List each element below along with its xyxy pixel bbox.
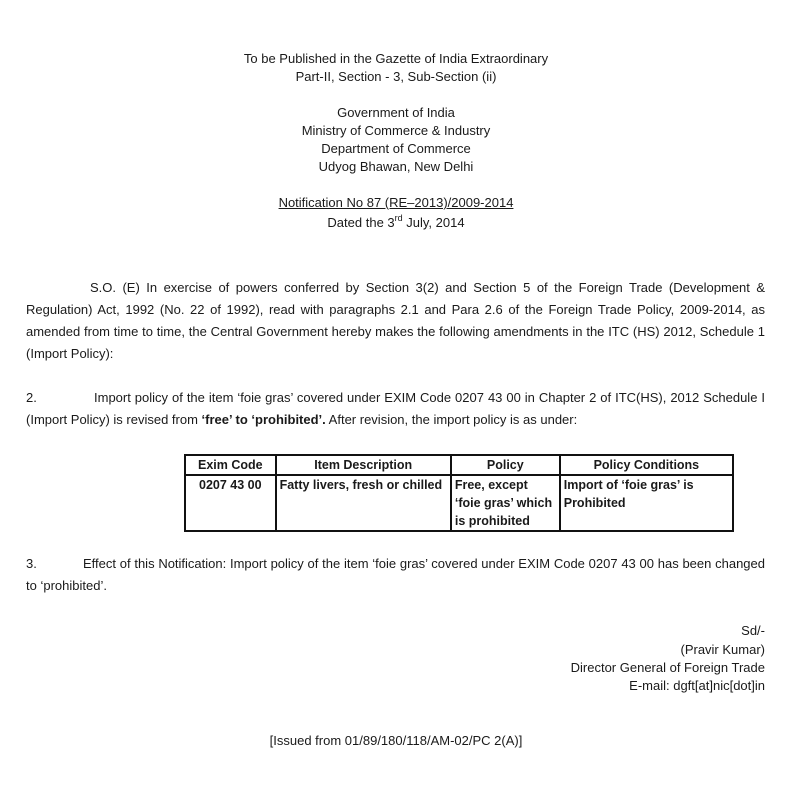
signatory-name: (Pravir Kumar)	[680, 642, 765, 657]
publication-line-2: Part-II, Section - 3, Sub-Section (ii)	[295, 69, 497, 84]
paragraph-2-number: 2.	[26, 390, 37, 405]
header-item-description: Item Description	[276, 455, 451, 475]
header-exim-code: Exim Code	[185, 455, 276, 475]
notification-date	[0, 214, 792, 232]
org-address: Udyog Bhawan, New Delhi	[318, 159, 474, 174]
paragraph-2	[26, 387, 765, 431]
paragraph-1-text: S.O. (E) In exercise of powers conferred by Section 3(2) and Section 5 of the Foreign Trade (Development & Regulation) Act, 1992 (No. 22 of 1992), read with paragraphs 2.1 and Para 2.6 of the Foreign Trade Policy, 2009-2014, as amended from time to time, the Central Government hereby makes the following amendments in the ITC (HS) 2012, Schedule 1 (Import Policy):	[26, 280, 765, 361]
paragraph-3-number: 3.	[26, 556, 37, 571]
signatory-designation: Director General of Foreign Trade	[570, 660, 765, 675]
paragraph-2-bold: ‘free’ to ‘prohibited’.	[201, 412, 326, 427]
cell-policy: Free, except ‘foie gras’ which is prohibited	[451, 475, 560, 531]
import-policy-table	[184, 454, 734, 532]
publication-line-1: To be Published in the Gazette of India Extraordinary	[243, 51, 549, 66]
header-policy: Policy	[451, 455, 560, 475]
date-ordinal: rd	[394, 212, 403, 223]
header-policy-conditions: Policy Conditions	[560, 455, 733, 475]
paragraph-3-text: Effect of this Notification: Import policy of the item ‘foie gras’ covered under EXIM Code 0207 43 00 has been changed to ‘prohibited’.	[26, 556, 765, 593]
paragraph-1	[26, 277, 765, 365]
notification-number-text: Notification No 87 (RE–2013)/2009-2014	[278, 195, 514, 210]
date-suffix: July, 2014	[402, 215, 465, 230]
signatory-email: E-mail: dgft[at]nic[dot]in	[629, 678, 765, 693]
table-header-row	[185, 455, 733, 475]
paragraph-3	[26, 553, 765, 597]
cell-policy-conditions: Import of ‘foie gras’ is Prohibited	[560, 475, 733, 531]
org-ministry: Ministry of Commerce & Industry	[301, 123, 491, 138]
notification-number	[0, 194, 792, 212]
org-department: Department of Commerce	[321, 141, 471, 156]
paragraph-2-text-a: Import policy of the item ‘foie gras’ covered under EXIM Code 0207 43 00 in Chapter 2 of ITC(HS), 2012 Schedule I (Import Policy) is revised from	[26, 390, 765, 427]
table-row	[185, 475, 733, 531]
org-government: Government of India	[337, 105, 455, 120]
cell-exim-code: 0207 43 00	[185, 475, 276, 531]
signature-sd: Sd/-	[741, 623, 765, 638]
paragraph-2-text-b: After revision, the import policy is as under:	[325, 412, 578, 427]
date-prefix: Dated the 3	[327, 215, 395, 230]
cell-item-description: Fatty livers, fresh or chilled	[276, 475, 451, 531]
issued-from-reference: [Issued from 01/89/180/118/AM-02/PC 2(A)]	[269, 733, 523, 748]
